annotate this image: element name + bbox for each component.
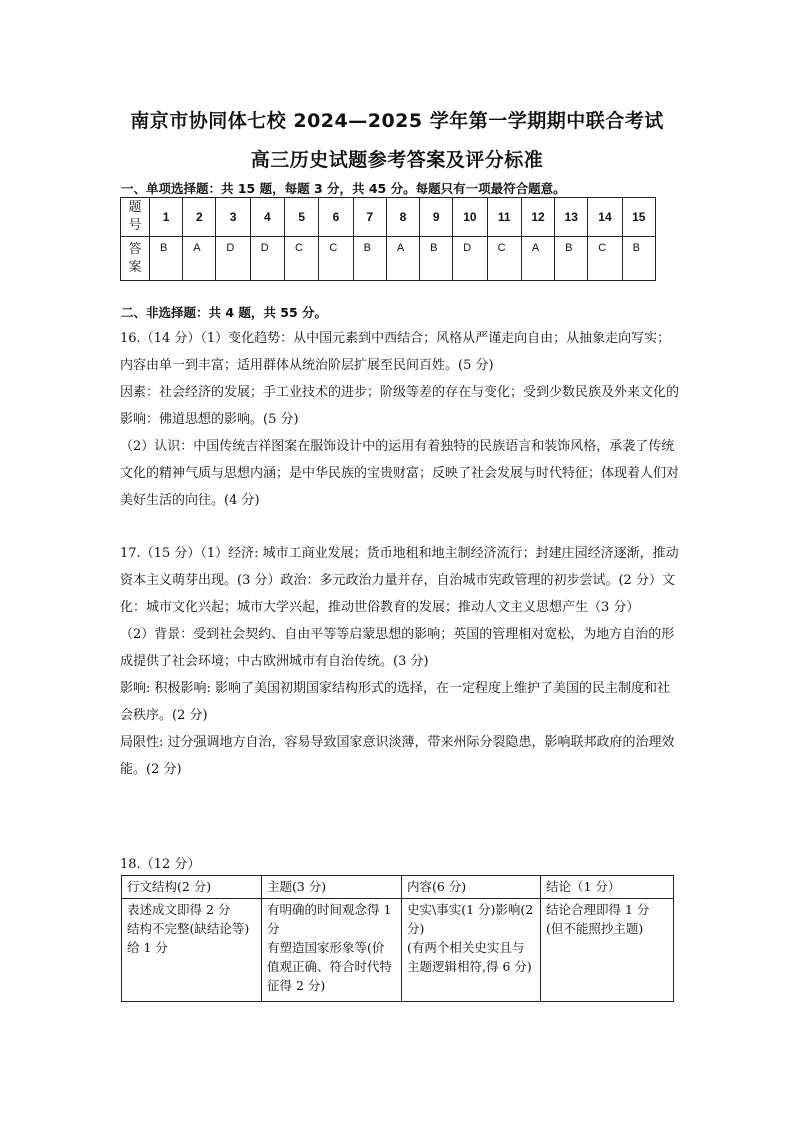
q17-part1: 17.（15 分）（1）经济: 城市工商业发展；货币地租和地主制经济流行；封建庄园经济逐渐，推动资本主义萌芽出现。(3 分）政治：多元政治力量并存，自治城市宪政管理的初步尝试。(2 分）文化：城市文化兴起；城市大学兴起，推动世俗教育的发展；推动人文主义思想产生（3 分）	[120, 546, 679, 615]
answer-cell: B	[555, 237, 588, 281]
q17-influence: 影响: 积极影响: 影响了美国初期国家结构形式的选择，在一定程度上维护了美国的民主制度和社会秩序。(2 分)	[120, 681, 671, 723]
answer-cell: B	[150, 237, 183, 281]
answer-cell: D	[250, 237, 284, 281]
question-number-label: 题 号	[121, 198, 150, 237]
question-number: 10	[453, 198, 487, 237]
question-number: 13	[555, 198, 588, 237]
question-number: 6	[319, 198, 353, 237]
q16-part1-factors: 因素：社会经济的发展；手工业技术的进步；阶级等差的存在与变化；受到少数民族及外来文化的影响：佛道思想的影响。(5 分)	[120, 385, 680, 427]
rubric-criteria-row	[122, 899, 674, 1002]
answer-row	[121, 237, 656, 281]
answer-cell: C	[487, 237, 521, 281]
question-number: 9	[420, 198, 453, 237]
section-1-heading: 一、单项选择题：共 15 题，每题 3 分，共 45 分。每题只有一项最符合题意。	[121, 181, 566, 196]
answer-cell: A	[386, 237, 419, 281]
question-number: 14	[588, 198, 622, 237]
question-18-rubric-table	[121, 875, 674, 1002]
rubric-cell-content: 史实\事实(1 分)影响(2 分) (有两个相关史实且与主题逻辑相符,得 6 分)	[402, 899, 541, 1002]
page-title: 南京市协同体七校 2024—2025 学年第一学期期中联合考试	[130, 110, 664, 132]
answer-cell: C	[588, 237, 622, 281]
question-18-heading: 18.（12 分）	[120, 857, 201, 872]
rubric-header-content: 内容(6 分)	[402, 876, 541, 899]
question-number: 12	[521, 198, 554, 237]
rubric-header-structure: 行文结构(2 分)	[122, 876, 262, 899]
page-subtitle: 高三历史试题参考答案及评分标准	[250, 149, 544, 171]
rubric-header-conclusion: 结论（1 分）	[541, 876, 674, 899]
answer-cell: B	[622, 237, 655, 281]
question-number: 7	[353, 198, 386, 237]
rubric-header-row	[122, 876, 674, 899]
question-number: 3	[216, 198, 250, 237]
question-16-answer	[120, 325, 680, 514]
question-number-row	[121, 198, 656, 237]
question-number: 11	[487, 198, 521, 237]
question-number: 4	[250, 198, 284, 237]
answer-cell: D	[216, 237, 250, 281]
answer-cell: A	[183, 237, 216, 281]
answer-cell: A	[521, 237, 554, 281]
answer-cell: B	[420, 237, 453, 281]
question-number: 1	[150, 198, 183, 237]
question-17-answer	[120, 540, 680, 783]
answer-cell: B	[353, 237, 386, 281]
q17-part2-background: （2）背景：受到社会契约、自由平等等启蒙思想的影响；英国的管理相对宽松，为地方自治的形成提供了社会环境；中古欧洲城市有自治传统。(3 分)	[120, 627, 675, 669]
rubric-cell-conclusion: 结论合理即得 1 分 (但不能照抄主题)	[541, 899, 674, 1002]
q17-limitations: 局限性: 过分强调地方自治，容易导致国家意识淡薄，带来州际分裂隐患，影响联邦政府的治理效能。(2 分)	[120, 735, 675, 777]
q16-part1-trend: 16.（14 分）（1）变化趋势：从中国元素到中西结合；风格从严谨走向自由；从抽象走向写实；内容由单一到丰富；适用群体从统治阶层扩展至民间百姓。(5 分)	[120, 331, 671, 373]
question-number: 8	[386, 198, 419, 237]
rubric-cell-structure: 表述成文即得 2 分 结构不完整(缺结论等)给 1 分	[122, 899, 262, 1002]
section-2-heading: 二、非选择题：共 4 题，共 55 分。	[121, 305, 328, 320]
rubric-header-theme: 主题(3 分)	[262, 876, 402, 899]
answer-cell: C	[285, 237, 319, 281]
rubric-cell-theme: 有明确的时间观念得 1 分 有塑造国家形象等(价值观正确、符合时代特征得 2 分)	[262, 899, 402, 1002]
answer-cell: D	[453, 237, 487, 281]
q16-part2-understanding: （2）认识：中国传统吉祥图案在服饰设计中的运用有着独特的民族语言和装饰风格，承袭了传统文化的精神气质与思想内涵；是中华民族的宝贵财富；反映了社会发展与时代特征；体现着人们对美好生活的向往。(4 分)	[120, 439, 680, 508]
answer-cell: C	[319, 237, 353, 281]
multiple-choice-answer-table	[120, 197, 656, 281]
question-number: 2	[183, 198, 216, 237]
question-number: 5	[285, 198, 319, 237]
question-number: 15	[622, 198, 655, 237]
answer-label: 答 案	[121, 237, 150, 281]
